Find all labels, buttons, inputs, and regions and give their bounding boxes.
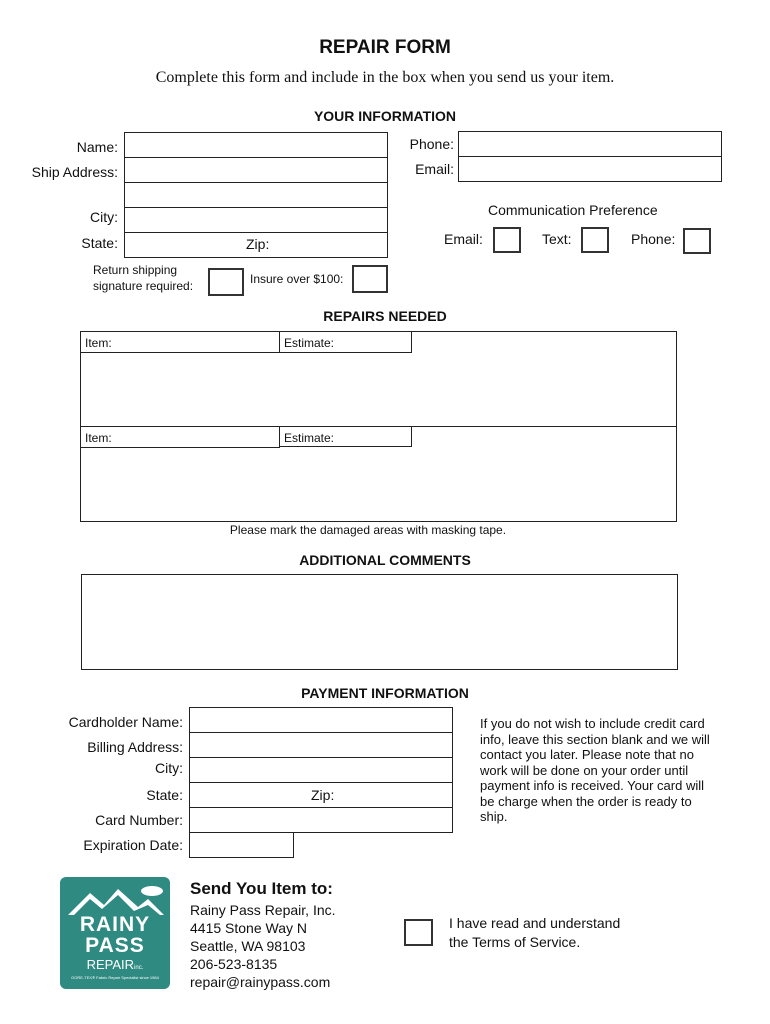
logo-repair-word: REPAIR: [86, 957, 135, 972]
repair-1-item-label: Item:: [85, 336, 112, 350]
phone-field[interactable]: [458, 131, 722, 157]
page-subtitle: Complete this form and include in the box when you send us your item.: [155, 69, 615, 86]
billing-address-label: Billing Address:: [87, 739, 183, 755]
repair-2-estimate-label: Estimate:: [284, 431, 335, 445]
repair-1-item-cell[interactable]: [80, 331, 280, 353]
signature-required-checkbox[interactable]: [208, 268, 244, 296]
logo-pass: PASS: [85, 934, 145, 957]
logo-rainy: RAINY: [79, 913, 151, 936]
name-field[interactable]: [124, 132, 388, 158]
cardholder-label: Cardholder Name:: [68, 714, 183, 730]
email-label: Email:: [415, 161, 454, 177]
send-to-company: Rainy Pass Repair, Inc.: [190, 902, 336, 918]
comm-phone-checkbox[interactable]: [683, 228, 711, 254]
comm-pref-title: Communication Preference: [488, 202, 658, 218]
your-information-heading: YOUR INFORMATION: [313, 108, 457, 124]
zip-label: Zip:: [246, 236, 270, 252]
repair-2-estimate-cell[interactable]: [279, 426, 412, 447]
ship-address-field[interactable]: [124, 157, 388, 183]
send-to-email[interactable]: repair@rainypass.com: [190, 974, 331, 990]
repair-1-estimate-label: Estimate:: [284, 336, 335, 350]
name-label: Name:: [76, 139, 118, 155]
terms-checkbox[interactable]: [404, 919, 433, 946]
comm-email-checkbox[interactable]: [493, 227, 521, 253]
repairs-needed-heading: REPAIRS NEEDED: [323, 308, 447, 324]
logo-tagline: GORE-TEX® Fabric Repair Specialist since 1984: [71, 975, 159, 980]
payment-information-heading: PAYMENT INFORMATION: [301, 685, 469, 701]
payment-note: If you do not wish to include credit card info, leave this section blank and we will contact you later. Please note that no work will be done on your order until payment info is received. Your card will be charge when the order is ready to ship.: [480, 716, 710, 824]
city-field[interactable]: [124, 207, 388, 233]
city-label: City:: [90, 209, 118, 225]
comm-text-checkbox[interactable]: [581, 227, 609, 253]
cardholder-field[interactable]: [189, 707, 453, 733]
state-label: State:: [81, 235, 118, 251]
rainy-pass-logo: [60, 877, 170, 989]
card-number-label: Card Number:: [95, 812, 183, 828]
send-to-phone: 206-523-8135: [190, 956, 278, 972]
repair-2-item-cell[interactable]: [80, 426, 280, 448]
terms-line1: I have read and understand: [449, 915, 621, 931]
comm-text-label: Text:: [542, 231, 572, 247]
billing-state-label: State:: [146, 787, 183, 803]
repair-2-item-label: Item:: [85, 431, 112, 445]
logo-repair: [60, 957, 170, 972]
comm-email-label: Email:: [444, 231, 483, 247]
send-to-city: Seattle, WA 98103: [190, 938, 306, 954]
billing-city-field[interactable]: [189, 757, 453, 783]
signature-required-label: signature required:: [93, 279, 194, 293]
logo-inc: inc.: [134, 965, 144, 971]
additional-comments-field[interactable]: [81, 574, 678, 670]
page-title: REPAIR FORM: [319, 37, 451, 58]
billing-address-field[interactable]: [189, 732, 453, 758]
additional-comments-heading: ADDITIONAL COMMENTS: [299, 552, 471, 568]
masking-tape-note: Please mark the damaged areas with masking tape.: [229, 523, 507, 537]
phone-label: Phone:: [409, 136, 454, 152]
billing-zip-label: Zip:: [311, 787, 335, 803]
ship-address-label: Ship Address:: [31, 164, 118, 180]
ship-address-field-line2[interactable]: [124, 182, 388, 208]
repair-1-estimate-cell[interactable]: [279, 331, 412, 353]
email-field[interactable]: [458, 156, 722, 182]
insure-checkbox[interactable]: [352, 265, 388, 293]
comm-phone-label: Phone:: [631, 231, 676, 247]
insure-label: Insure over $100:: [250, 272, 344, 286]
send-to-title: Send You Item to:: [190, 879, 333, 898]
card-number-field[interactable]: [189, 807, 453, 833]
terms-line2: the Terms of Service.: [449, 934, 581, 950]
billing-city-label: City:: [155, 760, 183, 776]
return-shipping-label: Return shipping: [93, 263, 178, 277]
send-to-street: 4415 Stone Way N: [190, 920, 307, 936]
expiration-label: Expiration Date:: [83, 837, 183, 853]
expiration-field[interactable]: [189, 832, 294, 858]
